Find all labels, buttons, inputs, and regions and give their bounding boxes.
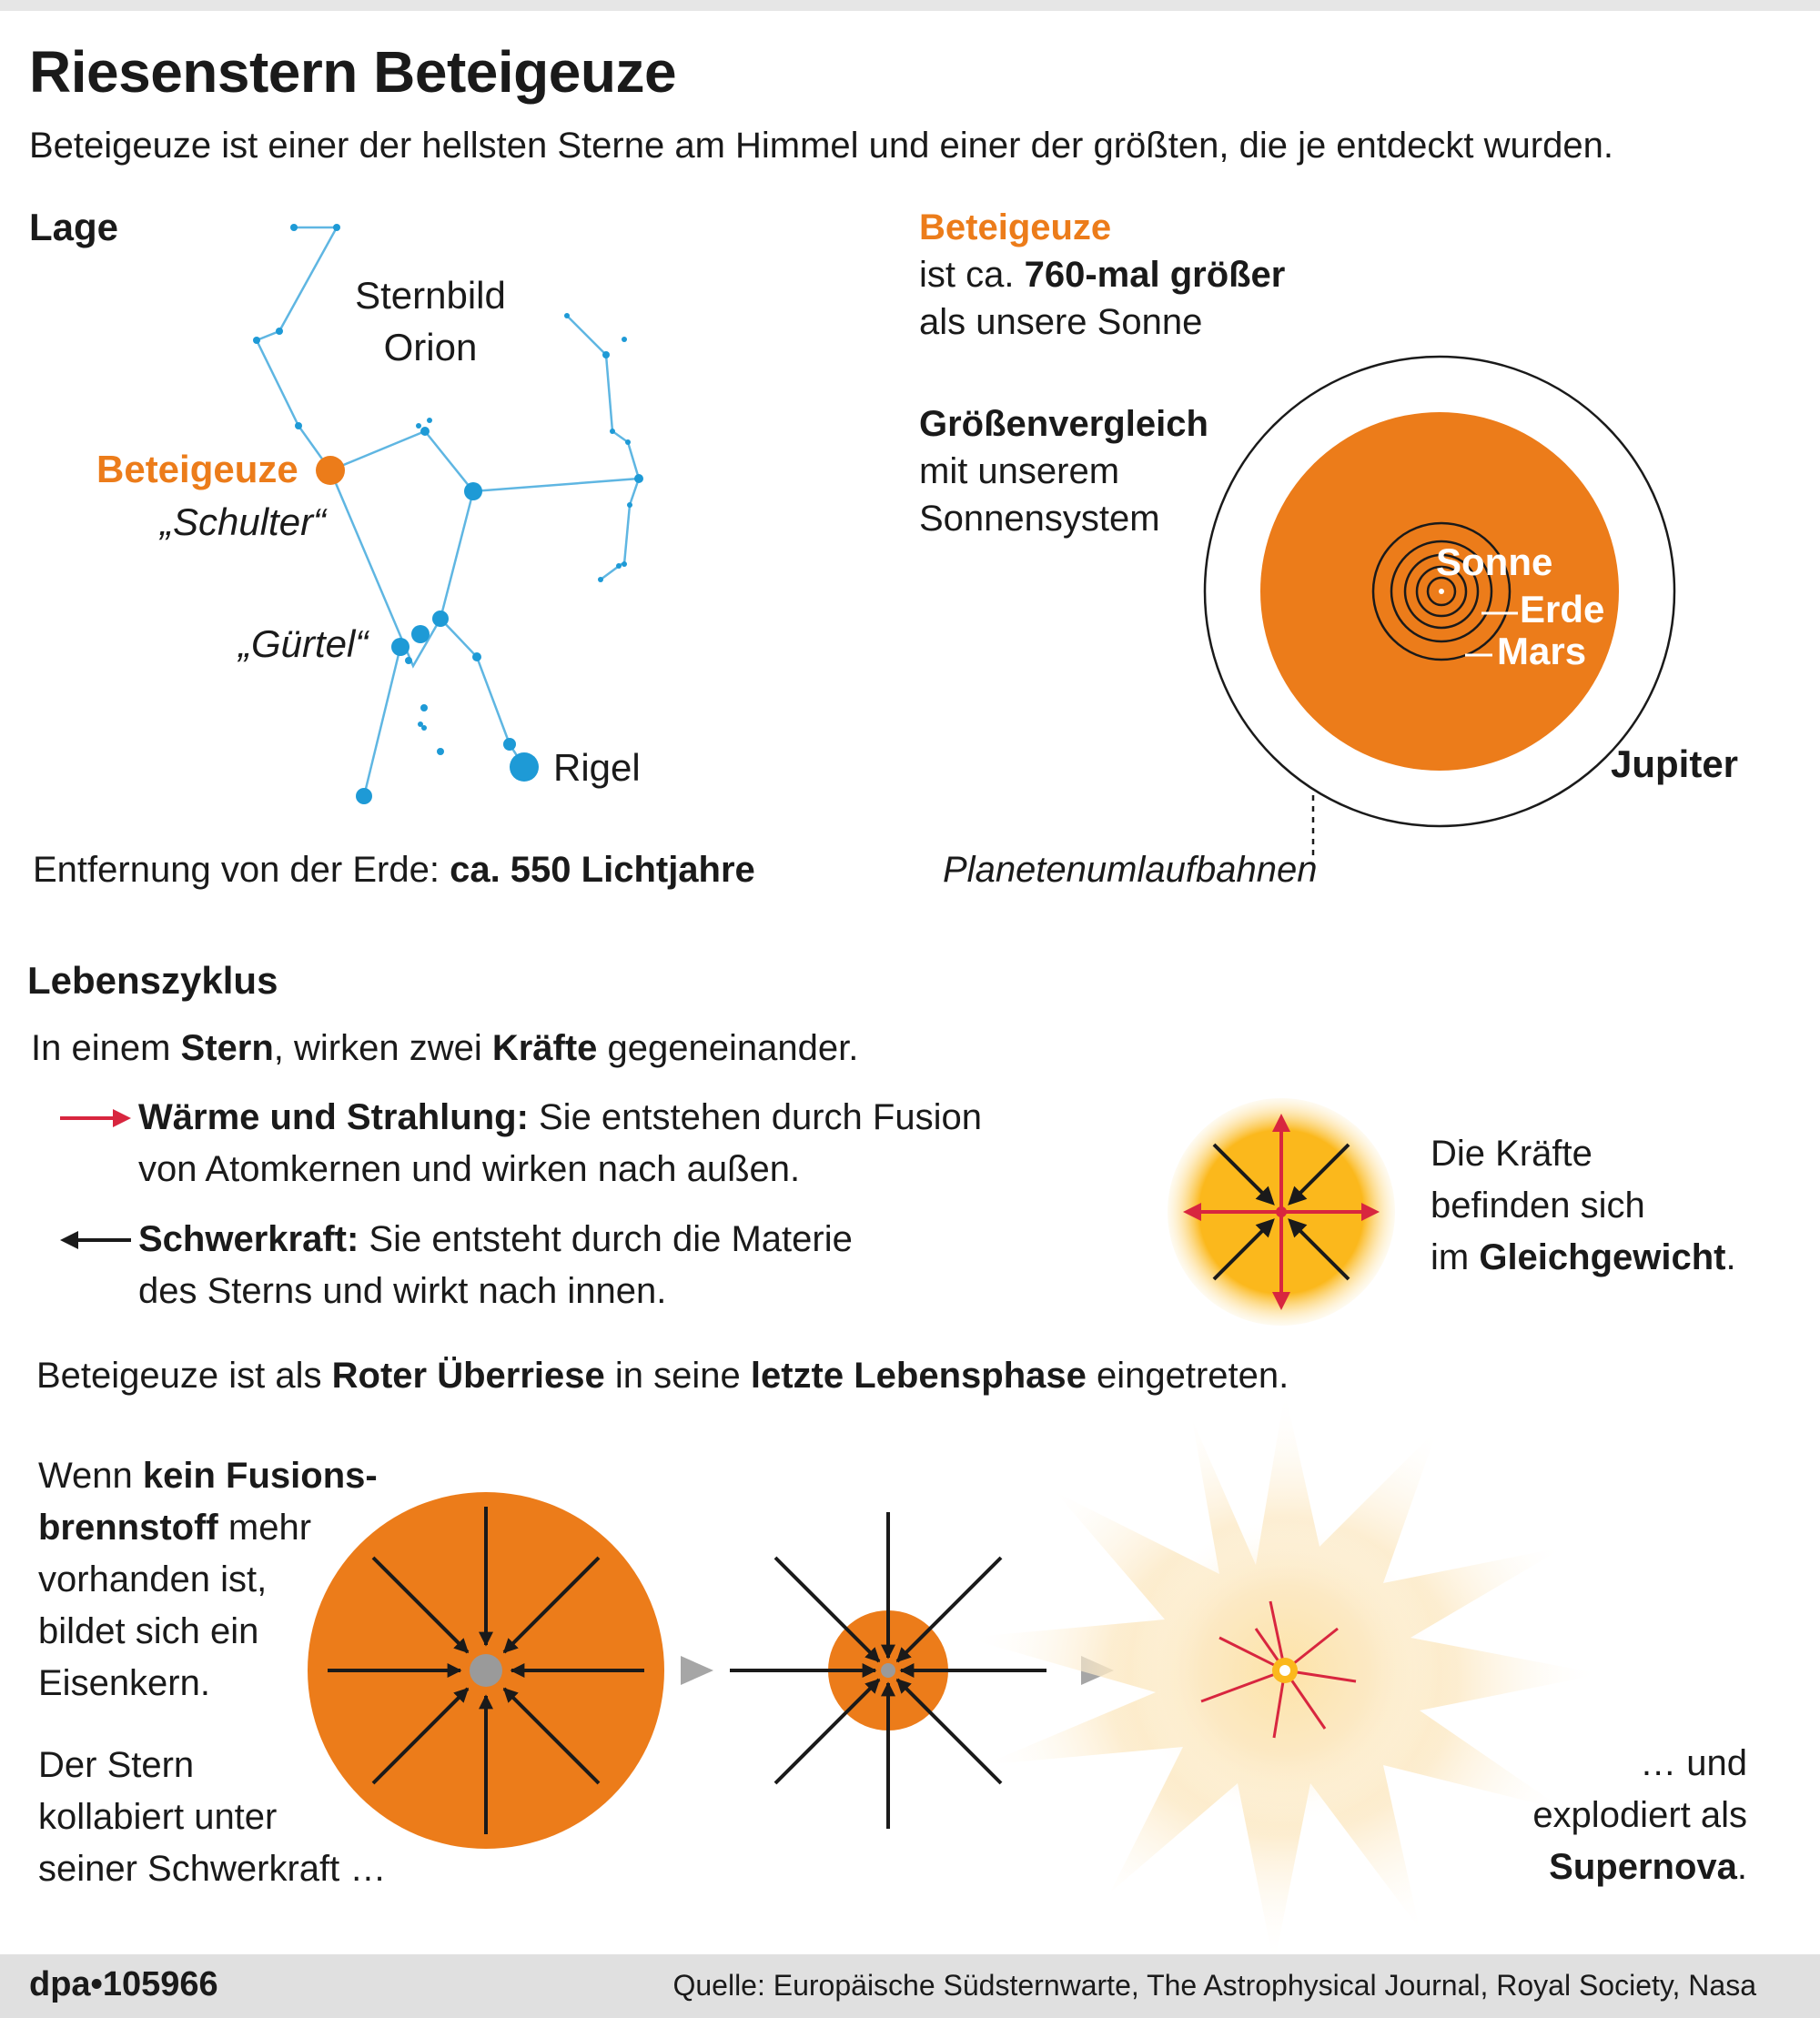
lage-heading: Lage	[29, 206, 119, 248]
sun-label: Sonne	[1436, 540, 1553, 583]
supernova-burst	[965, 1392, 1602, 1965]
constellation-label: Sternbild Orion	[355, 274, 506, 368]
distance-text: Entfernung von der Erde: ca. 550 Lichtjahre	[33, 850, 755, 890]
source-text: Quelle: Europäische Südsternwarte, The Astrophysical Journal, Royal Society, Nasa	[672, 1969, 1756, 2002]
betelgeuse-label: Beteigeuze	[96, 448, 298, 490]
heat-text: Wärme und Strahlung: Sie entstehen durch Fusion von Atomkernen und wirken nach außen.	[138, 1097, 982, 1189]
rigel-label: Rigel	[553, 746, 641, 789]
size-text: Beteigeuze ist ca. 760-mal größer als unsere Sonne	[919, 207, 1286, 342]
earth-label: Erde	[1520, 588, 1605, 631]
jupiter-label: Jupiter	[1611, 742, 1739, 785]
page-subtitle: Beteigeuze ist einer der hellsten Sterne am Himmel und einer der größten, die je entdeckt wurden.	[29, 126, 1613, 166]
shoulder-label: „Schulter“	[160, 500, 327, 543]
explode-text: … und explodiert als Supernova.	[1532, 1743, 1747, 1887]
comparison-text: Größenvergleich mit unserem Sonnensystem	[919, 404, 1208, 539]
orbits-caption: Planetenumlaufbahnen	[943, 850, 1318, 890]
iron-core	[470, 1654, 502, 1687]
belt-label: „Gürtel“	[238, 622, 369, 665]
lifecycle-heading: Lebenszyklus	[27, 959, 278, 1002]
dpa-id: dpa•105966	[29, 1965, 218, 2003]
last-phase-text: Beteigeuze ist als Roter Überriese in seine letzte Lebensphase eingetreten.	[36, 1356, 1289, 1396]
mars-label: Mars	[1497, 630, 1587, 672]
forces-intro: In einem Stern, wirken zwei Kräfte gegeneinander.	[31, 1028, 859, 1068]
equilibrium-text: Die Kräfte befinden sich im Gleichgewicht.	[1431, 1134, 1736, 1277]
page-title: Riesenstern Beteigeuze	[29, 39, 677, 105]
gravity-text: Schwerkraft: Sie entsteht durch die Materie des Sterns und wirkt nach innen.	[138, 1219, 853, 1311]
collapse-text: Der Stern kollabiert unter seiner Schwerkraft …	[38, 1745, 387, 1889]
fuel-text: Wenn kein Fusions- brennstoff mehr vorhanden ist, bildet sich ein Eisenkern.	[38, 1456, 378, 1703]
